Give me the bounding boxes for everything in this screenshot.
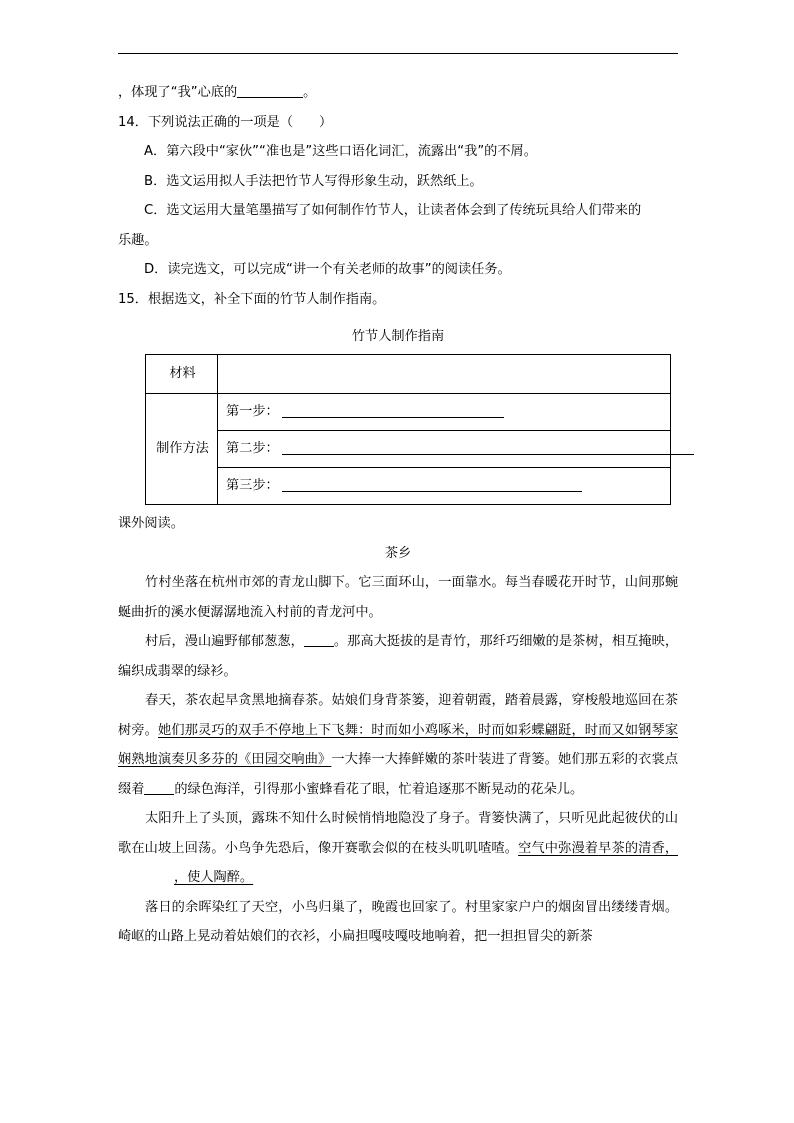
row-label-method: 制作方法: [146, 394, 218, 505]
table-row-material: [146, 355, 671, 394]
table-row-step-2: [146, 431, 671, 468]
p2-line-2: 掩映，编织成翡翠的绿衫。: [118, 634, 679, 679]
question-15-number: 15: [118, 291, 135, 307]
option-d[interactable]: [118, 255, 678, 285]
p3-line-2-plain: 回在茶树旁。: [118, 693, 679, 738]
step-1-cell[interactable]: [218, 394, 671, 431]
p4-line-2-plain: 伏的山歌在山坡上回荡。小鸟争先恐后，像开赛歌会似的在枝头叽叽喳喳。: [118, 811, 679, 856]
guide-table-wrapper: [118, 322, 678, 505]
p3-line-1: 春天，茶农起早贪黑地摘春茶。姑娘们身背茶篓，迎着朝霞，踏着晨露，穿梭般地巡: [145, 693, 639, 708]
step-2-label: 第二步：: [226, 441, 279, 456]
option-c-letter: C: [144, 203, 154, 218]
step-3-blank[interactable]: [282, 491, 582, 492]
option-c-continuation: 乐趣。: [118, 232, 158, 248]
material-answer-cell[interactable]: [218, 355, 671, 394]
p4-underlined-part-3: ，使人陶醉。: [174, 870, 254, 885]
option-a-text: ．第六段中“家伙”“准也是”这些口语化词汇，流露出“我”的不屑。: [153, 144, 537, 159]
p4-underlined-part-1: 空气中弥漫着: [518, 840, 599, 856]
passage-paragraph-3: [118, 686, 678, 804]
answer-blank[interactable]: [237, 97, 303, 98]
option-d-text: ．读完选文，可以完成“讲一个有关老师的故事”的阅读任务。: [154, 262, 511, 277]
question-14-stem-text: ．下列说法正确的一项是（: [134, 114, 294, 130]
table-row-step-1: [146, 394, 671, 431]
option-b-letter: B: [144, 173, 154, 189]
question-15-stem-text: ．根据选文，补全下面的竹节人制作指南。: [134, 291, 386, 307]
section-label-extracurricular-reading: 课外阅读。: [118, 516, 184, 531]
question-15-stem: [118, 285, 678, 315]
p3-text-before-blank: 她们那五彩的衣裳点缀着: [118, 752, 679, 797]
p4-line-1: 太阳升上了头顶，露珠不知什么时候悄悄地隐没了身子。背篓快满了，只听见此起彼: [145, 811, 639, 826]
passage-paragraph-2: [118, 627, 678, 686]
option-c-text: ．选文运用大量笔墨描写了如何制作竹节人，让读者体会到了传统玩具给人们带来的: [153, 203, 642, 218]
passage-paragraph-1: [118, 568, 678, 627]
option-a-letter: A: [144, 144, 154, 159]
option-d-letter: D: [144, 262, 155, 277]
table-title: 竹节人制作指南: [351, 329, 445, 344]
passage-paragraph-5: [118, 893, 678, 952]
p5-line-1: 落日的余晖染红了天空，小鸟归巢了，晚霞也回家了。村里家家户户的烟囱冒出缕缕: [145, 899, 639, 915]
guide-table: [145, 354, 671, 505]
p2-text-before-blank: 村后，漫山遍野郁郁葱葱，: [145, 634, 304, 649]
option-c[interactable]: [118, 196, 678, 226]
p1-line-1: 竹村坐落在杭州市郊的青龙山脚下。它三面环山，一面靠水。每当春暖花开时节，山: [145, 575, 639, 590]
question-14-stem-end: ）: [319, 114, 333, 130]
option-a[interactable]: [118, 137, 678, 167]
question-14-number: 14: [118, 114, 135, 130]
page-content: [118, 78, 678, 952]
step-1-label: 第一步：: [226, 404, 279, 419]
step-2-blank[interactable]: [282, 454, 694, 455]
header-rule: [118, 53, 678, 54]
p2-text-after-blank: 。那高大挺拔的是青竹，那纤巧细嫩的是茶树，相互: [333, 634, 639, 649]
row-label-material: 材料: [146, 355, 218, 394]
p3-line-5: 的花朵儿。: [517, 781, 584, 797]
p3-inline-blank[interactable]: [144, 794, 174, 795]
p1-line-2: 间那蜿蜒曲折的溪水便潺潺地流入村前的青龙河中。: [118, 575, 679, 620]
p5-line-2: 青烟。崎岖的山路上晃动着姑娘们的衣衫，小扁担嘎吱嘎吱地响着，把一担担冒尖的新茶: [118, 899, 679, 944]
step-1-blank[interactable]: [282, 417, 504, 418]
question-14-stem: [118, 108, 678, 138]
p3-underlined-sentence-part-1: 她们那灵巧的双手不停地上下飞舞：时而如小鸡啄米，时而如彩蝶翩跹，时: [158, 722, 599, 738]
passage-paragraph-4: [118, 804, 678, 893]
option-b[interactable]: [118, 167, 678, 197]
table-row-step-3: [146, 468, 671, 505]
p4-underlined-part-2: 早茶的清香，: [598, 840, 679, 856]
question-13-suffix: 。: [303, 85, 317, 100]
p3-underlined-sentence-part-2: 而又如钢琴家娴熟地演奏贝多芬的《田园交响曲》: [118, 722, 679, 767]
p3-text-after-blank: 的绿色海洋，引得那小蜜蜂看花了眼，忙着追逐那不断晃动: [174, 781, 518, 797]
step-2-cell[interactable]: [218, 431, 671, 468]
option-b-text: ．选文运用拟人手法把竹节人写得形象生动，跃然纸上。: [153, 173, 483, 189]
step-3-label: 第三步：: [226, 478, 279, 493]
question-13-tail: [118, 78, 678, 108]
question-13-prefix: ，体现了“我”心底的: [118, 85, 238, 100]
step-3-cell[interactable]: [218, 468, 671, 505]
p2-inline-blank[interactable]: [304, 646, 334, 647]
passage-title: 茶乡: [384, 545, 412, 561]
p3-line-3-plain: 一大捧一大捧鲜嫩的茶叶装进了背篓。: [331, 752, 559, 767]
